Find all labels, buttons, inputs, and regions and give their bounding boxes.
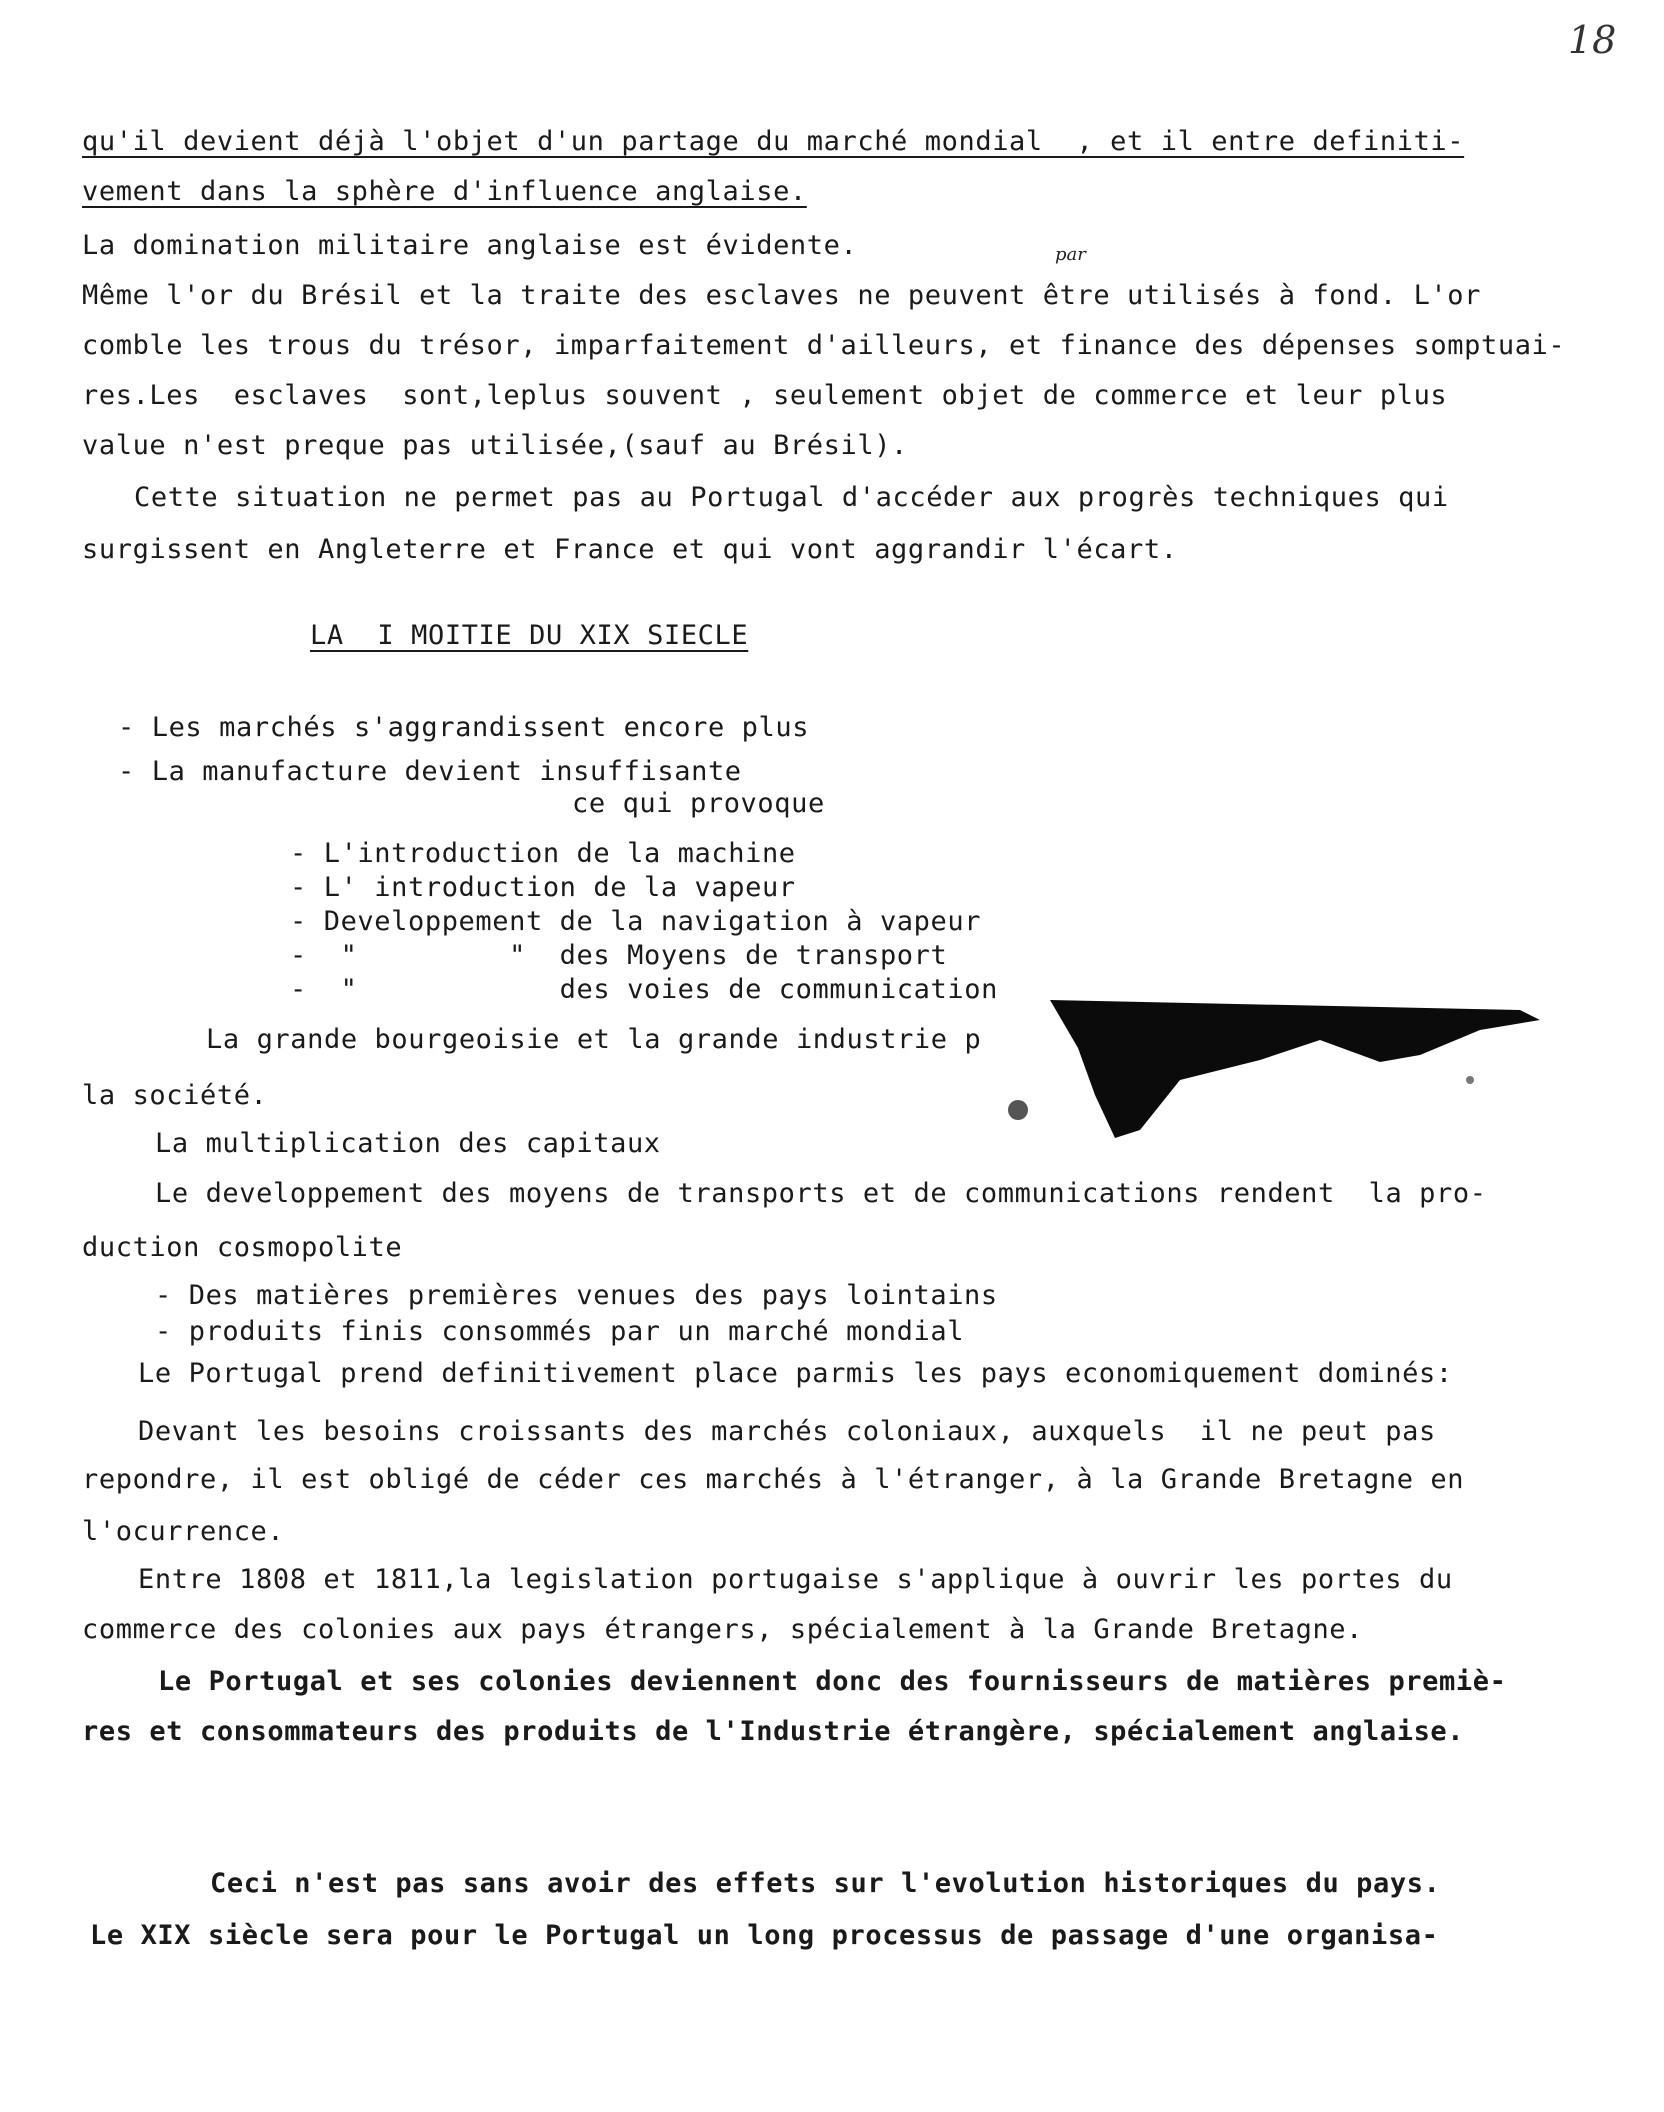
text-line: surgissent en Angleterre et France et qui vont aggrandir l'écart. (82, 534, 1178, 565)
text-line: Devant les besoins croissants des marchés coloniaux, auxquels il ne peut pas (138, 1416, 1436, 1447)
text-line: repondre, il est obligé de céder ces marchés à l'étranger, à la Grande Bretagne en (82, 1464, 1465, 1495)
text-line: Cette situation ne permet pas au Portugal d'accéder aux progrès techniques qui (134, 482, 1449, 513)
bullet-continuation: ce qui provoque (572, 788, 825, 819)
bullet-item: - La manufacture devient insuffisante (118, 756, 742, 787)
text-line: Le XIX siècle sera pour le Portugal un long processus de passage d'une organisa- (90, 1920, 1439, 1951)
text-line: Le developpement des moyens de transports et de communications rendent la pro- (155, 1178, 1487, 1209)
text-line: La multiplication des capitaux (155, 1128, 661, 1159)
text-line: Entre 1808 et 1811,la legislation portugaise s'applique à ouvrir les portes du (138, 1564, 1453, 1595)
handwritten-annotation: par (1055, 244, 1086, 265)
section-title: LA I MOITIE DU XIX SIECLE (310, 620, 749, 651)
text-line: comble les trous du trésor, imparfaitement d'ailleurs, et finance des dépenses somptuai- (82, 330, 1566, 361)
sub-bullet-item: - Developpement de la navigation à vapeur (290, 906, 982, 937)
text-line: Le Portugal prend definitivement place parmis les pays economiquement dominés: (138, 1358, 1453, 1389)
page-number: 18 (1568, 18, 1617, 62)
text-line: vement dans la sphère d'influence anglaise. (82, 176, 807, 207)
text-line: duction cosmopolite (82, 1232, 403, 1263)
sub-bullet-item: - " " des Moyens de transport (290, 940, 948, 971)
text-line: la société. (82, 1080, 268, 1111)
text-line: Même l'or du Brésil et la traite des esclaves ne peuvent être utilisés à fond. L'or (82, 280, 1481, 311)
text-line: qu'il devient déjà l'objet d'un partage du marché mondial , et il entre definiti- (82, 126, 1465, 157)
sub-bullet-item: - " des voies de communication (290, 974, 998, 1005)
text-line: Ceci n'est pas sans avoir des effets sur l'evolution historiques du pays. (210, 1868, 1441, 1899)
text-line: l'ocurrence. (82, 1516, 285, 1547)
text-line: res.Les esclaves sont,leplus souvent , seulement objet de commerce et leur plus (82, 380, 1448, 411)
bullet-item: - Les marchés s'aggrandissent encore plus (118, 712, 810, 743)
ink-blot (1000, 1000, 1560, 1150)
sub-bullet-item: - L'introduction de la machine (290, 838, 796, 869)
text-line: Le Portugal et ses colonies deviennent donc des fournisseurs de matières premiè- (158, 1666, 1507, 1697)
text-line: res et consommateurs des produits de l'Industrie étrangère, spécialement anglaise. (82, 1716, 1465, 1747)
text-line: La grande bourgeoisie et la grande industrie p (206, 1024, 982, 1055)
bullet-item: - produits finis consommés par un marché mondial (155, 1316, 965, 1347)
sub-bullet-item: - L' introduction de la vapeur (290, 872, 796, 903)
text-line: value n'est preque pas utilisée,(sauf au Brésil). (82, 430, 908, 461)
text-line: commerce des colonies aux pays étrangers, spécialement à la Grande Bretagne. (82, 1614, 1364, 1645)
text-line: La domination militaire anglaise est évidente. (82, 230, 858, 261)
bullet-item: - Des matières premières venues des pays lointains (155, 1280, 998, 1311)
